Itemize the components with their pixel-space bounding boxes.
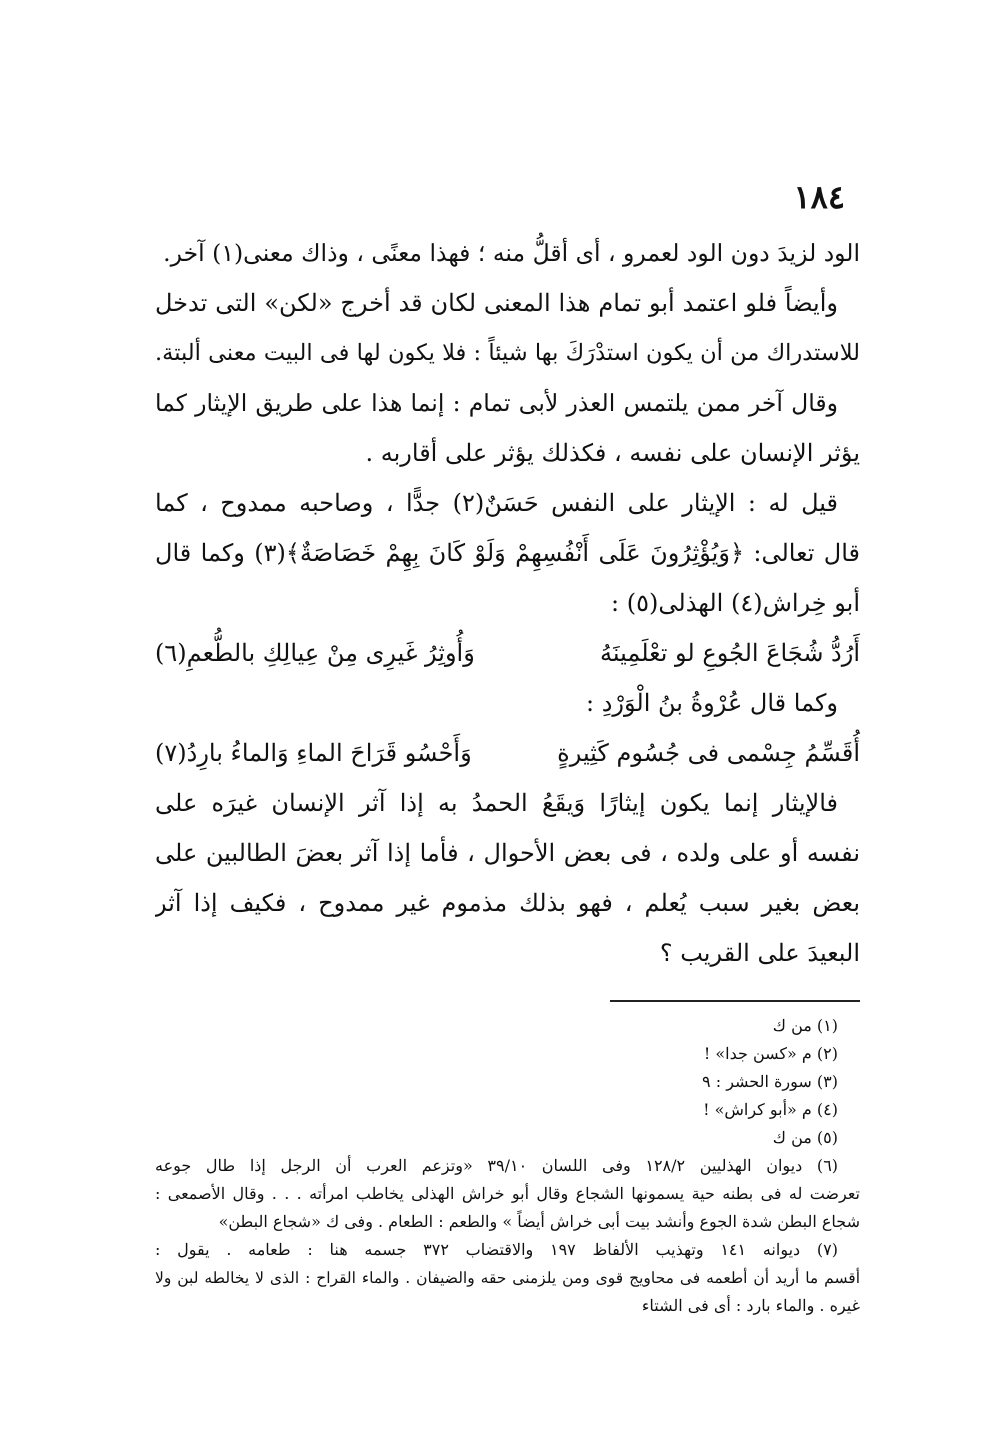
footnote: (٤) م «أبو كراش» ! xyxy=(703,1100,838,1119)
poem-verse xyxy=(155,628,860,678)
footnote-separator xyxy=(610,1000,860,1002)
poem-verse xyxy=(155,728,860,778)
text-line: قيل له : الإيثار على النفس حَسَنٌ(٢) جدًّا ، وصاحبه ممدوح ، كما xyxy=(155,489,838,517)
verse-second-hemistich: وَأُوثِرُ غَيرِى مِنْ عِيالِكِ بالطُّعمِ(٦) xyxy=(155,639,475,667)
footnote-continuation: تعرضت له فى بطنه حية يسمونها الشجاع وقال أبو خراش الهذلى يخاطب امرأته . . . وقال الأصمعى : xyxy=(155,1184,860,1203)
text-line: وأيضاً فلو اعتمد أبو تمام هذا المعنى لكان قد أخرج «لكن» التى تدخل xyxy=(155,289,838,317)
text-line: وقال آخر ممن يلتمس العذر لأبى تمام : إنما هذا على طريق الإيثار كما xyxy=(155,389,838,417)
footnote-continuation: شجاع البطن شدة الجوع وأنشد بيت أبى خراش أيضاً » والطعم : الطعام . وفى ك «شجاع البطن» xyxy=(218,1212,860,1231)
footnote: (١) من ك xyxy=(772,1016,838,1035)
footnote: (٢) م «كسن جدا» ! xyxy=(703,1044,838,1063)
footnote: (٥) من ك xyxy=(772,1128,838,1147)
verse-first-hemistich: أَرُدُّ شُجَاعَ الجُوعِ لو تعْلَمِينَهُ xyxy=(599,639,860,667)
main-text xyxy=(155,228,860,978)
text-line: يؤثر الإنسان على نفسه ، فكذلك يؤثر على أقاربه . xyxy=(365,439,860,467)
text-line: بعض بغير سبب يُعلم ، فهو بذلك مذموم غير ممدوح ، فكيف إذا آثر xyxy=(155,889,860,917)
footnotes xyxy=(155,1012,860,1320)
text-line: وكما قال عُرْوةُ بنُ الْوَرْدِ : xyxy=(586,689,838,717)
text-line: للاستدراك من أن يكون استدْرَكَ بها شيئاً : فلا يكون لها فى البيت معنى ألبتة. xyxy=(155,340,860,366)
verse-second-hemistich: وَأَحْسُو قَرَاحَ الماءِ وَالماءُ بارِدُ(٧) xyxy=(155,739,472,767)
text-line: الود لزيدَ دون الود لعمرو ، أى أقلُّ منه ؛ فهذا معنًى ، وذاك معنى(١) آخر. xyxy=(163,239,860,267)
footnote: (٧) ديوانه ١٤١ وتهذيب الألفاظ ١٩٧ والاقتضاب ٣٧٢ جسمه هنا : طعامه . يقول : xyxy=(155,1240,839,1259)
text-line: أبو خِراش(٤) الهذلى(٥) : xyxy=(611,589,860,617)
footnote: (٣) سورة الحشر : ٩ xyxy=(702,1072,838,1091)
page-number: ١٨٤ xyxy=(793,178,845,216)
text-line: البعيدَ على القريب ؟ xyxy=(659,939,860,967)
footnote: (٦) ديوان الهذليين ١٢٨/٢ وفى اللسان ٣٩/١٠ «وتزعم العرب أن الرجل إذا طال جوعه xyxy=(155,1156,839,1175)
text-line: قال تعالى: ﴿وَيُؤْثِرُونَ عَلَى أَنْفُسِهِمْ وَلَوْ كَانَ بِهِمْ خَصَاصَةٌ﴾(٣) وكما قال xyxy=(155,539,860,567)
text-line: فالإيثار إنما يكون إيثارًا وَيقَعُ الحمدُ به إذا آثر الإنسان غيرَه على xyxy=(155,789,838,817)
verse-first-hemistich: أُقَسِّمُ جِسْمى فى جُسُوم كَثِيرةٍ xyxy=(557,739,860,767)
footnote-continuation: غيره . والماء بارد : أى فى الشتاء xyxy=(641,1296,860,1315)
text-line: نفسه أو على ولده ، فى بعض الأحوال ، فأما إذا آثر بعضَ الطالبين على xyxy=(155,839,860,867)
footnote-continuation: أقسم ما أريد أن أطعمه فى محاويج قوى ومن يلزمنى حقه والضيفان . والماء القراح : الذى لا يخالطه لبن ولا xyxy=(155,1269,860,1287)
